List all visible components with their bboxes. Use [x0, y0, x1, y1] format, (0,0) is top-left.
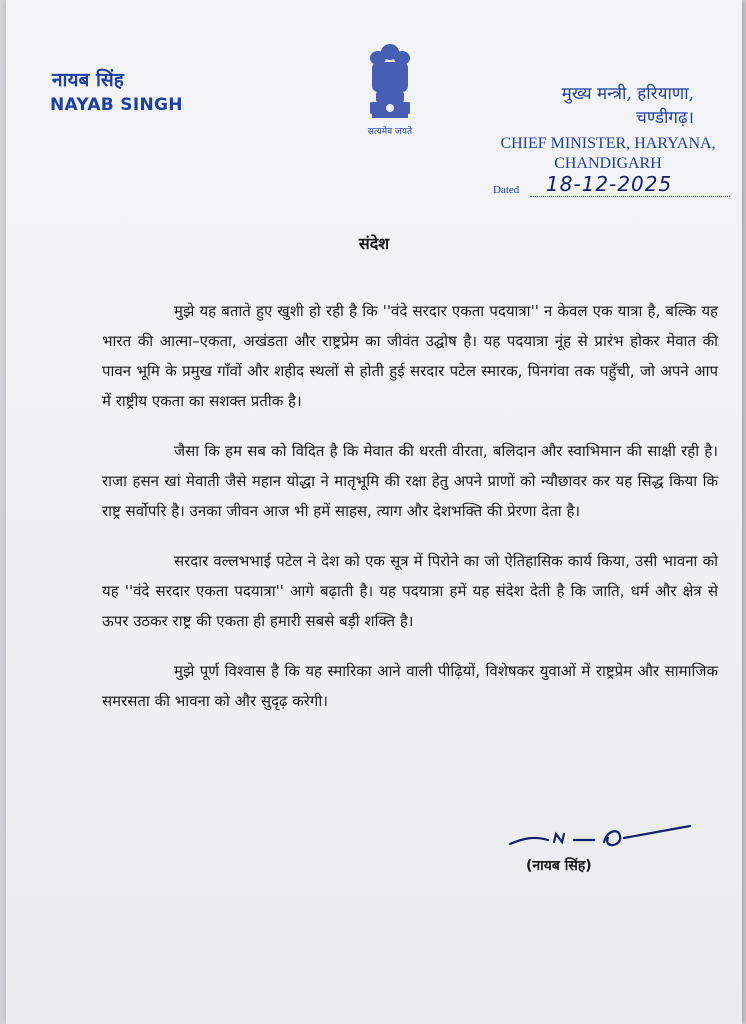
- office-hindi-line1: मुख्य मन्त्री, हरियाणा,: [561, 84, 694, 104]
- paragraph: मुझे पूर्ण विश्वास है कि यह स्मारिका आने वाली पीढ़ियों, विशेषकर युवाओं में राष्ट्रप्रेम और सामाजिक समरसता की भावना को और सुदृढ़ करेगी।: [102, 662, 718, 710]
- emblem-motto: सत्यमेव जयते: [367, 127, 413, 137]
- office-hindi: [562, 82, 694, 130]
- paragraph: सरदार वल्लभभाई पटेल ने देश को एक सूत्र में पिरोने का जो ऐतिहासिक कार्य किया, उसी भावना को यह ''वंदे सरदार एकता पदयात्रा'' आगे बढ़ाती है। यह पदयात्रा हमें यह संदेश देती है कि जाति, धर्म और क्षेत्र से ऊपर उठकर राष्ट्र की एकता ही हमारी सबसे बड़ी शक्ति है।: [102, 552, 718, 630]
- signature-icon: [504, 820, 694, 856]
- letter-page: [6, 0, 742, 1024]
- office-english-line1: CHIEF MINISTER, HARYANA,: [500, 135, 716, 152]
- dated-label: Dated: [493, 184, 520, 196]
- paragraph: मुझे यह बताते हुए खुशी हो रही है कि ''वंदे सरदार एकता पदयात्रा'' न केवल एक यात्रा है, बल्कि यह भारत की आत्मा–एकता, अखंडता और राष्ट्रप्रेम का जीवंत उद्घोष है। यह पदयात्रा नूंह से प्रारंभ होकर मेवात की पावन भूमि के प्रमुख गाँवों और शहीद स्थलों से होती हुई सरदार पटेल स्मारक, पिनगंवा तक पहुँची, जो अपने आप में राष्ट्रीय एकता का सशक्त प्रतीक है।: [102, 302, 718, 410]
- state-emblem-icon: [358, 38, 422, 138]
- office-english: [498, 134, 718, 174]
- sender-name-hindi: नायब सिंह: [52, 69, 124, 91]
- signatory-name: (नायब सिंह): [526, 858, 592, 874]
- letter-heading: संदेश: [358, 234, 390, 253]
- letter-body: [102, 296, 718, 736]
- office-hindi-line2: चण्डीगढ़।: [636, 108, 694, 128]
- office-english-line2: CHANDIGARH: [554, 155, 662, 172]
- sender-name-english: NAYAB SINGH: [50, 95, 183, 115]
- dated-value: 18-12-2025: [546, 172, 673, 196]
- dated-line: [530, 196, 730, 197]
- paragraph: जैसा कि हम सब को विदित है कि मेवात की धरती वीरता, बलिदान और स्वाभिमान की साक्षी रही है। राजा हसन खां मेवाती जैसे महान योद्धा ने मातृभूमि की रक्षा हेतु अपने प्राणों को न्यौछावर कर यह सिद्ध किया कि राष्ट्र सर्वोपरि है। उनका जीवन आज भी हमें साहस, त्याग और देशभक्ति की प्रेरणा देता है।: [102, 442, 718, 520]
